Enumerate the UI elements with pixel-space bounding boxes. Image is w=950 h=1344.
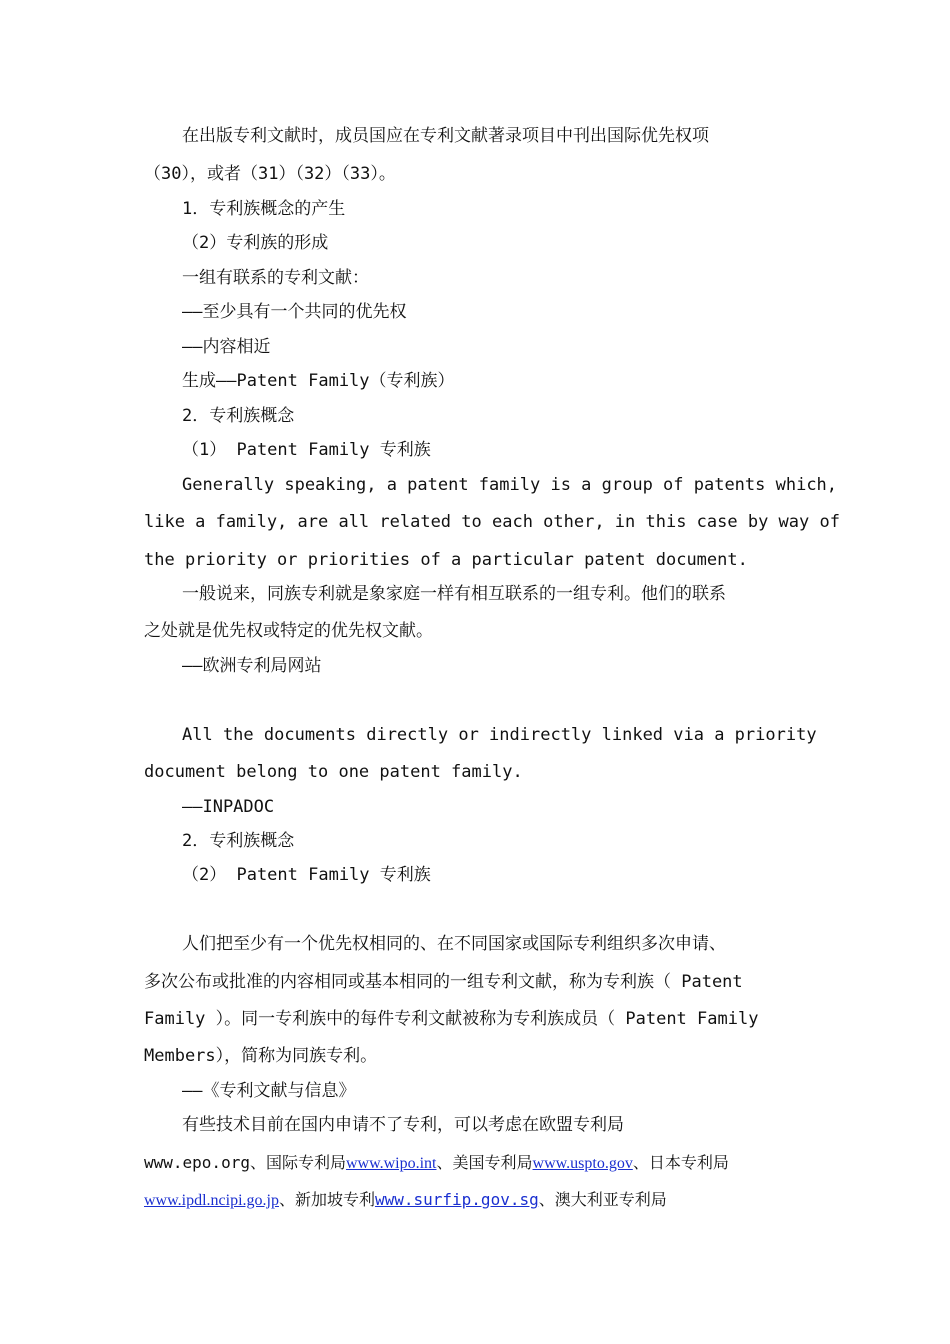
list-item: ——至少具有一个共同的优先权 xyxy=(182,302,407,322)
links-line xyxy=(144,1151,729,1176)
section-heading: 2．专利族概念 xyxy=(182,831,295,851)
subsection-heading: （1） Patent Family 专利族 xyxy=(182,440,431,460)
wipo-link[interactable]: www.wipo.int xyxy=(345,1155,437,1172)
paragraph-line: 有些技术目前在国内申请不了专利，可以考虑在欧盟专利局 xyxy=(182,1115,624,1135)
paragraph-line: 一般说来，同族专利就是象家庭一样有相互联系的一组专利。他们的联系 xyxy=(182,584,726,604)
paragraph-line: 人们把至少有一个优先权相同的、在不同国家或国际专利组织多次申请、 xyxy=(182,934,726,954)
section-heading: 2．专利族概念 xyxy=(182,406,295,426)
epo-url: www.epo.org xyxy=(144,1153,250,1172)
paragraph-line: 在出版专利文献时，成员国应在专利文献著录项目中刊出国际优先权项 xyxy=(182,126,709,146)
links-line xyxy=(144,1188,667,1213)
paragraph-line: （30），或者（31）（32）（33）。 xyxy=(144,164,396,184)
source-line: ——欧洲专利局网站 xyxy=(182,656,322,676)
separator-text: 、美国专利局 xyxy=(436,1153,533,1172)
paragraph-line: Members），简称为同族专利。 xyxy=(144,1046,378,1066)
subsection-heading: （2）专利族的形成 xyxy=(182,233,329,253)
quote-line: All the documents directly or indirectly linked via a priority xyxy=(182,725,817,745)
source-line: ——INPADOC xyxy=(182,797,275,817)
quote-line: like a family, are all related to each other, in this case by way of xyxy=(144,512,840,532)
separator-text: 、国际专利局 xyxy=(249,1153,346,1172)
list-item: ——内容相近 xyxy=(182,337,271,357)
paragraph-line: Family ）。同一专利族中的每件专利文献被称为专利族成员（ Patent Family xyxy=(144,1009,759,1029)
section-heading: 1．专利族概念的产生 xyxy=(182,199,346,219)
paragraph-line: 生成——Patent Family（专利族） xyxy=(182,371,455,391)
source-line: ——《专利文献与信息》 xyxy=(182,1081,356,1101)
quote-line: document belong to one patent family. xyxy=(144,762,523,782)
paragraph-line: 之处就是优先权或特定的优先权文献。 xyxy=(144,621,433,641)
separator-text: 、澳大利亚专利局 xyxy=(538,1190,667,1209)
quote-line: the priority or priorities of a particular patent document. xyxy=(144,550,748,570)
surfip-link[interactable]: www.surfip.gov.sg xyxy=(374,1190,539,1209)
separator-text: 、新加坡专利 xyxy=(278,1190,375,1209)
subsection-heading: （2） Patent Family 专利族 xyxy=(182,865,431,885)
ipdl-link[interactable]: www.ipdl.ncipi.go.jp xyxy=(144,1192,279,1209)
uspto-link[interactable]: www.uspto.gov xyxy=(532,1155,633,1172)
separator-text: 、日本专利局 xyxy=(632,1153,729,1172)
paragraph-line: 多次公布或批准的内容相同或基本相同的一组专利文献，称为专利族（ Patent xyxy=(144,972,743,992)
paragraph-line: 一组有联系的专利文献： xyxy=(182,268,369,288)
quote-line: Generally speaking, a patent family is a group of patents which, xyxy=(182,475,838,495)
